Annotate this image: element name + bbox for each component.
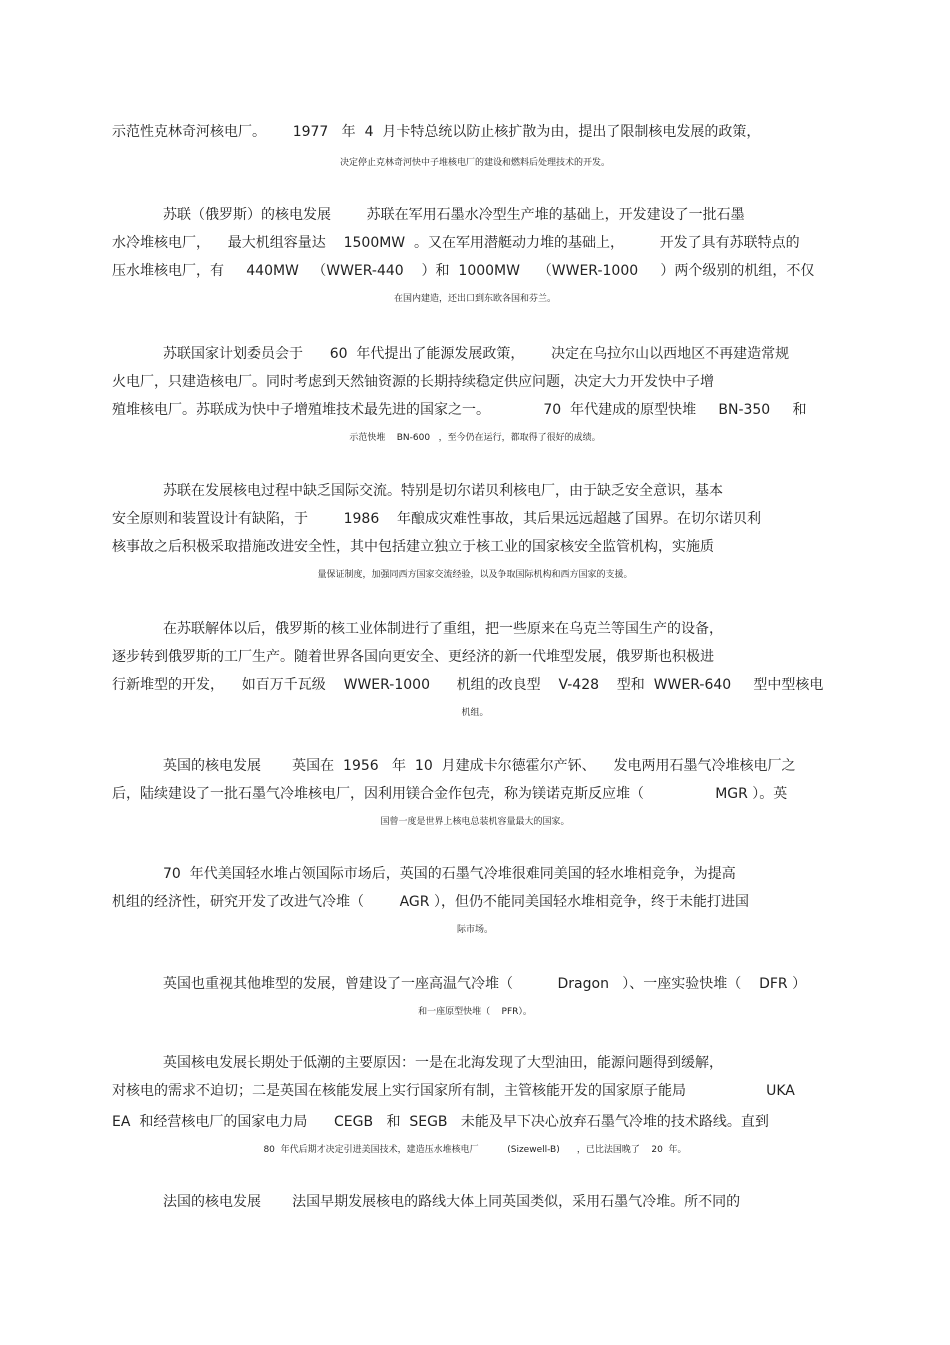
text-line: 英国也重视其他堆型的发展，曾建设了一座高温气冷堆（ Dragon ）、一座实验快堆（ DFR ） — [163, 976, 807, 992]
text-line: 示范快堆 BN-600 ，至今仍在运行，都取得了很好的成绩。 — [349, 433, 601, 443]
text-line: 核事故之后积极采取措施改进安全性，其中包括建立独立于核工业的国家核安全监管机构，实施质 — [112, 539, 714, 555]
text-line: 殖堆核电厂。苏联成为快中子增殖堆技术最先进的国家之一。 70 年代建成的原型快堆 BN-350 和 — [112, 402, 807, 418]
text-line: 示范性克林奇河核电厂。 1977 年 4 月卡特总统以防止核扩散为由，提出了限制核电发展的政策， — [112, 124, 761, 140]
text-line: 量保证制度，加强同西方国家交流经验，以及争取国际机构和西方国家的支援。 — [317, 570, 633, 580]
text-line: 苏联国家计划委员会于 60 年代提出了能源发展政策， 决定在乌拉尔山以西地区不再建造常规 — [163, 346, 790, 362]
text-line: 行新堆型的开发， 如百万千瓦级 WWER-1000 机组的改良型 V-428 型和 WWER-640 型中型核电 — [112, 677, 824, 693]
text-line: 英国核电发展长期处于低潮的主要原因：一是在北海发现了大型油田，能源问题得到缓解， — [163, 1055, 723, 1071]
text-line: 苏联在发展核电过程中缺乏国际交流。特别是切尔诺贝利核电厂，由于缺乏安全意识，基本 — [163, 483, 723, 499]
section-heading-line: 英国的核电发展 英国在 1956 年 10 月建成卡尔德霍尔产钚、 发电两用石墨气冷堆核电厂之 — [163, 758, 796, 774]
text-line: 80 年代后期才决定引进美国技术，建造压水堆核电厂 (Sizewell-B) ，已比法国晚了 20 年。 — [263, 1145, 687, 1155]
text-line: 在苏联解体以后，俄罗斯的核工业体制进行了重组，把一些原来在乌克兰等国生产的设备， — [163, 621, 723, 637]
section-heading-line: 法国的核电发展 法国早期发展核电的路线大体上同英国类似，采用石墨气冷堆。所不同的 — [163, 1194, 741, 1210]
text-line: 压水堆核电厂，有 440MW （WWER-440 ）和 1000MW （WWER-1000 ）两个级别的机组，不仅 — [112, 263, 815, 279]
text-line: 在国内建造，还出口到东欧各国和芬兰。 — [393, 294, 556, 304]
text-line: 机组。 — [461, 708, 489, 718]
text-line: 后，陆续建设了一批石墨气冷堆核电厂，因利用镁合金作包壳，称为镁诺克斯反应堆（ MGR ）。英 — [112, 786, 788, 802]
text-line: 安全原则和装置设计有缺陷，于 1986 年酿成灾难性事故，其后果远远超越了国界。在切尔诺贝利 — [112, 511, 762, 527]
text-line: 火电厂，只建造核电厂。同时考虑到天然铀资源的长期持续稳定供应问题，决定大力开发快中子增 — [112, 374, 714, 390]
text-line: 和一座原型快堆（ PFR）。 — [418, 1007, 532, 1017]
text-line: 对核电的需求不迫切；二是英国在核能发展上实行国家所有制，主管核能开发的国家原子能局 UKA — [112, 1083, 795, 1099]
text-line: EA 和经营核电厂的国家电力局 CEGB 和 SEGB 未能及早下决心放弃石墨气冷堆的技术路线。直到 — [112, 1114, 769, 1130]
text-line: 决定停止克林奇河快中子堆核电厂的建设和燃料后处理技术的开发。 — [339, 158, 610, 168]
text-line: 际市场。 — [456, 925, 493, 935]
text-line: 70 年代美国轻水堆占领国际市场后，英国的石墨气冷堆很难同美国的轻水堆相竞争，为提高 — [163, 866, 736, 882]
text-line: 机组的经济性，研究开发了改进气冷堆（ AGR ），但仍不能同美国轻水堆相竞争，终于未能打进国 — [112, 894, 749, 910]
text-line: 水冷堆核电厂， 最大机组容量达 1500MW 。又在军用潜艇动力堆的基础上， 开发了具有苏联特点的 — [112, 235, 800, 251]
text-line: 国曾一度是世界上核电总装机容量最大的国家。 — [380, 817, 570, 827]
section-heading-line: 苏联（俄罗斯）的核电发展 苏联在军用石墨水冷型生产堆的基础上，开发建设了一批石墨 — [163, 207, 745, 223]
text-line: 逐步转到俄罗斯的工厂生产。随着世界各国向更安全、更经济的新一代堆型发展，俄罗斯也积极进 — [112, 649, 714, 665]
